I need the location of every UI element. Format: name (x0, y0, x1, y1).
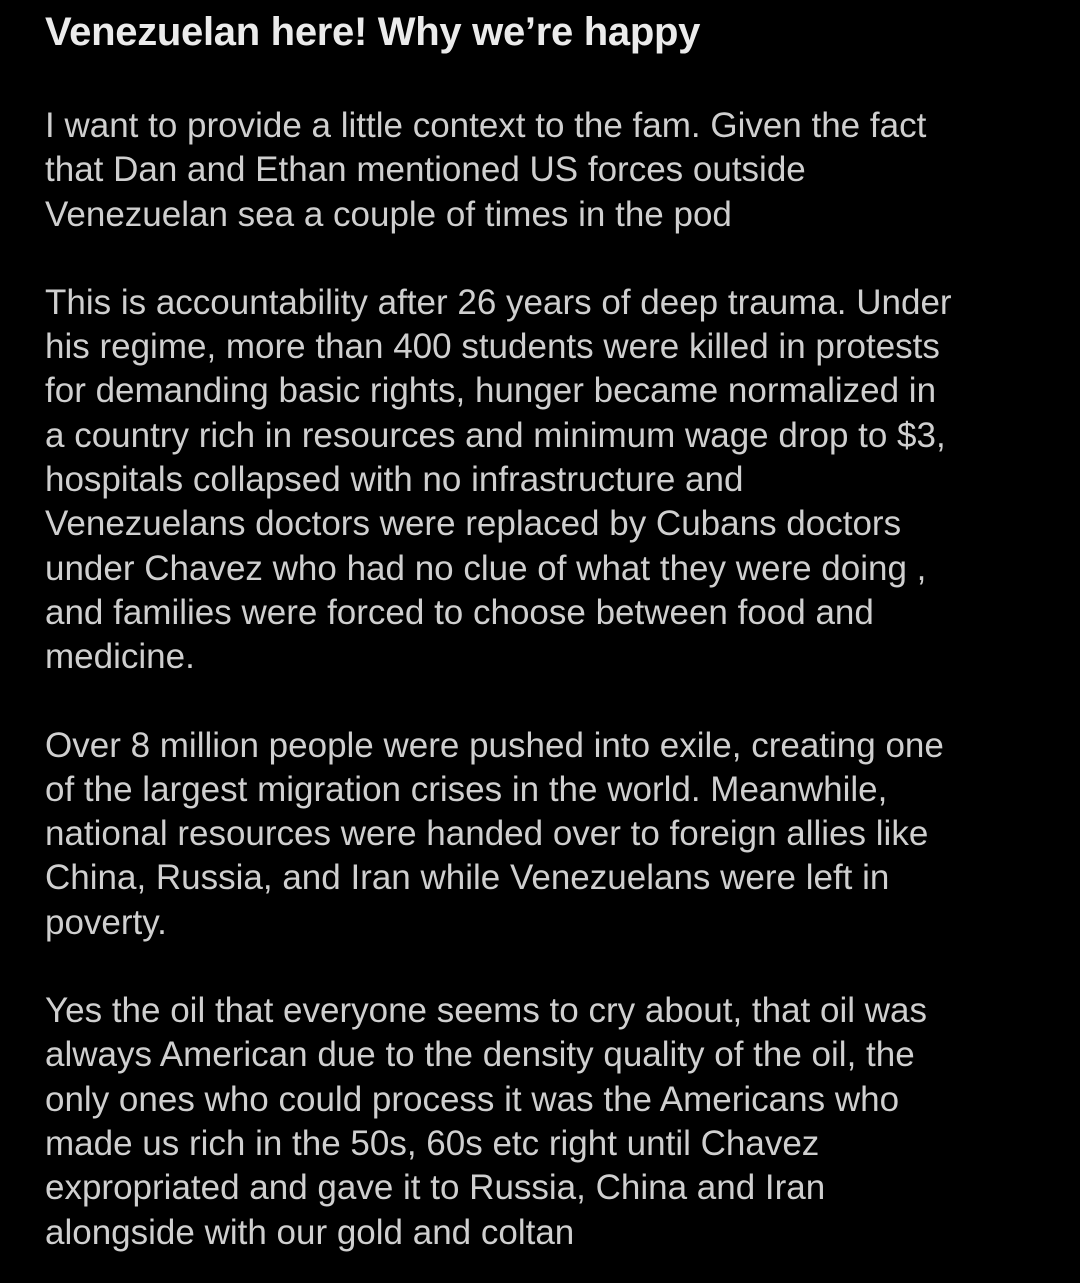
post-paragraph: I want to provide a little context to the fam. Given the fact that Dan and Ethan mentioned US forces outside Venezuelan sea a couple of times in the pod (45, 106, 927, 234)
post-title: Venezuelan here! Why we’re happy (45, 10, 701, 54)
post-paragraph: This is accountability after 26 years of deep trauma. Under his regime, more than 400 students were killed in protests for demanding basic rights, hunger became normalized in a country rich in resources and minimum wage drop to $3, hospitals collapsed with no infrastructure and Venezuelans doctors were replaced by Cubans doctors under Chavez who had no clue of what they were doing , and families were forced to choose between food and medicine. (45, 282, 952, 677)
post-body (45, 104, 1035, 1255)
post-paragraph: Over 8 million people were pushed into exile, creating one of the largest migration crises in the world. Meanwhile, national resources were handed over to foreign allies like China, Russia, and Iran while Venezuelans were left in poverty. (45, 725, 944, 942)
post (45, 0, 1035, 1255)
post-paragraph: Yes the oil that everyone seems to cry about, that oil was always American due to the density quality of the oil, the only ones who could process it was the Americans who made us rich in the 50s, 60s etc right until Chavez expropriated and gave it to Russia, China and Iran alongside with our gold and coltan (45, 991, 927, 1252)
